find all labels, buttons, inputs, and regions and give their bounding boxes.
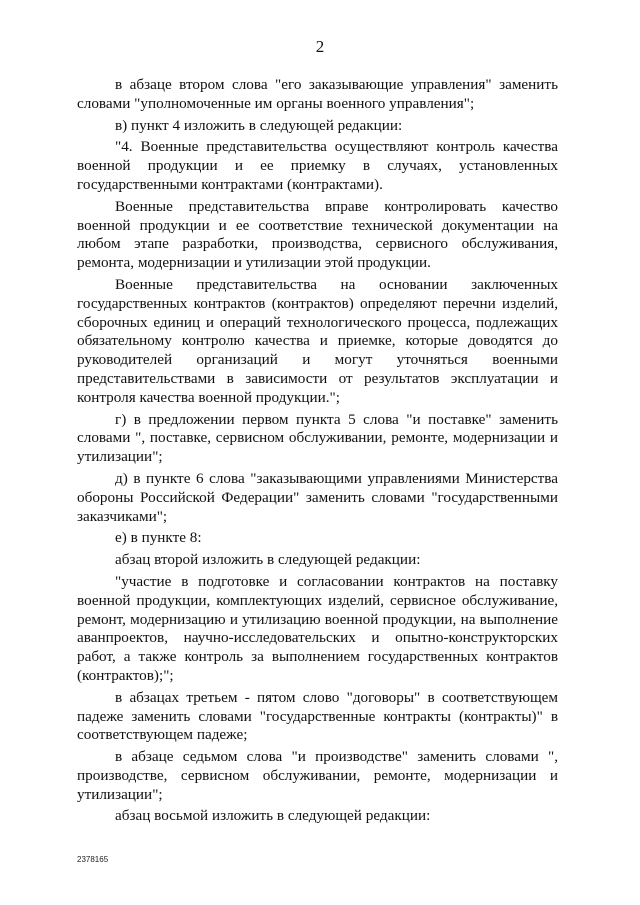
document-body bbox=[77, 76, 558, 829]
paragraph: "участие в подготовке и согласовании контрактов на поставку военной продукции, комплектующих изделий, сервисное обслуживание, ремонт, модернизацию и утилизацию военной продукции, на выполнение аванпроектов, научно-исследовательских и опытно-конструкторских работ, а также контроль за выполнением государственных контрактов (контрактов);"; bbox=[77, 572, 558, 684]
paragraph: е) в пункте 8: bbox=[115, 529, 202, 547]
paragraph: г) в предложении первом пункта 5 слова "и поставке" заменить словами ", поставке, сервисном обслуживании, ремонте, модернизации и утилизации"; bbox=[77, 410, 558, 466]
paragraph: в абзаце втором слова "его заказывающие управления" заменить словами "уполномоченные им органы военного управления"; bbox=[77, 76, 558, 112]
paragraph: Военные представительства на основании заключенных государственных контрактов (контрактов) определяют перечни изделий, сборочных единиц и операций технологического процесса, подлежащих обязательному контролю качества и приемке, которые доводятся до руководителей организаций и могут уточняться военными представительствами в зависимости от результатов эксплуатации и контроля качества военной продукции."; bbox=[77, 275, 558, 406]
paragraph: в абзацах третьем - пятом слово "договоры" в соответствующем падеже заменить словами "государственные контракты (контракты)" в соответствующем падеже; bbox=[77, 688, 558, 744]
document-code: 2378165 bbox=[77, 855, 109, 864]
paragraph: "4. Военные представительства осуществляют контроль качества военной продукции и ее приемку в случаях, установленных государственными контрактами (контрактами). bbox=[77, 138, 558, 193]
paragraph: в абзаце седьмом слова "и производстве" заменить словами ", производстве, сервисном обслуживании, ремонте, модернизации и утилизации"; bbox=[77, 748, 558, 803]
page-number: 2 bbox=[315, 37, 325, 56]
paragraph: абзац второй изложить в следующей редакции: bbox=[115, 551, 421, 569]
paragraph: д) в пункте 6 слова "заказывающими управлениями Министерства обороны Российской Федерации" заменить словами "государственными заказчиками"; bbox=[77, 469, 558, 525]
paragraph: абзац восьмой изложить в следующей редакции: bbox=[115, 807, 431, 825]
paragraph: в) пункт 4 изложить в следующей редакции: bbox=[115, 116, 403, 134]
paragraph: Военные представительства вправе контролировать качество военной продукции и ее соответствие технической документации на любом этапе разработки, производства, сервисного обслуживания, ремонта, модернизации и утилизации этой продукции. bbox=[77, 197, 558, 272]
